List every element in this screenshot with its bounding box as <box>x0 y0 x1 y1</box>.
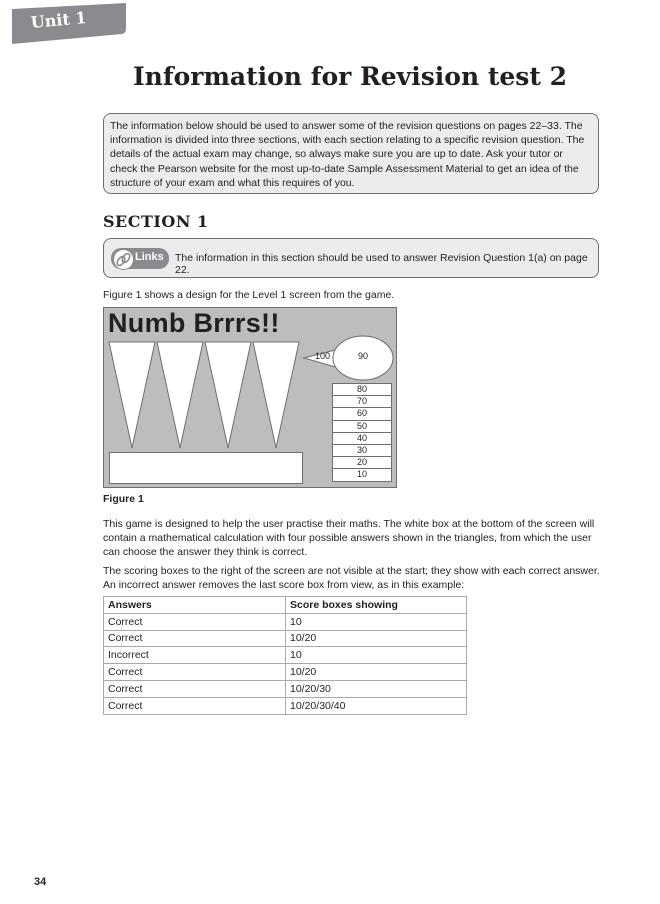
score-box: 10 <box>332 468 392 481</box>
score-box: 80 <box>332 383 392 395</box>
paragraph-game-description: This game is designed to help the user practise their maths. The white box at the bottom of the screen will contain a mathematical calculation with four possible answers shown in the triangles, from which the user can choose the answer they think is correct. <box>103 518 595 559</box>
table-row <box>104 680 467 697</box>
table-cell: 10 <box>286 613 467 630</box>
intro-box: The information below should be used to answer some of the revision questions on pages 22–33. The information is divided into three sections, with each section relating to a specific revision question. The details of the actual exam may change, so always make sure you are up to date. Ask your tutor or check the Pearson website for the most up-to-date Sample Assessment Material to get an idea of the structure of your exam and what this requires of you. <box>103 113 599 194</box>
links-callout <box>103 238 599 278</box>
table-cell: Incorrect <box>104 647 286 664</box>
game-title: Numb Brrrs!! <box>108 308 280 338</box>
answer-triangle-3 <box>205 342 251 448</box>
score-box: 60 <box>332 407 392 419</box>
table-header-row <box>104 597 467 614</box>
table-cell: Correct <box>104 697 286 714</box>
table-row <box>104 697 467 714</box>
answer-triangle-2 <box>157 342 203 448</box>
page-number: 34 <box>34 876 47 888</box>
column-header: Score boxes showing <box>286 597 467 614</box>
table-cell: 10 <box>286 647 467 664</box>
table-cell: Correct <box>104 613 286 630</box>
column-header: Answers <box>104 597 286 614</box>
table-cell: 10/20 <box>286 664 467 681</box>
calculation-box <box>109 452 303 484</box>
table-row <box>104 613 467 630</box>
table-row <box>104 664 467 681</box>
bubble-small-value: 100 <box>315 351 331 361</box>
score-box: 30 <box>332 444 392 456</box>
answer-triangle-1 <box>109 342 155 448</box>
score-box: 70 <box>332 395 392 407</box>
table-cell: 10/20/30 <box>286 680 467 697</box>
score-example-table <box>103 596 467 715</box>
table-cell: Correct <box>104 630 286 647</box>
answer-triangle-4 <box>253 342 299 448</box>
score-box: 20 <box>332 456 392 468</box>
bubble-big-value: 90 <box>358 351 369 361</box>
figure-caption: Figure 1 <box>103 493 144 505</box>
figure-intro: Figure 1 shows a design for the Level 1 screen from the game. <box>103 289 395 301</box>
chain-link-icon <box>113 249 134 270</box>
table-cell: 10/20/30/40 <box>286 697 467 714</box>
score-boxes <box>332 383 392 482</box>
table-row <box>104 630 467 647</box>
table-row <box>104 647 467 664</box>
page-title: Information for Revision test 2 <box>132 62 568 91</box>
score-box: 40 <box>332 432 392 444</box>
table-cell: Correct <box>104 680 286 697</box>
score-box: 50 <box>332 420 392 432</box>
links-text: The information in this section should be used to answer Revision Question 1(a) on page 22. <box>175 252 588 276</box>
links-label: Links <box>135 251 164 263</box>
section-heading: SECTION 1 <box>103 212 209 231</box>
game-screen-figure <box>103 307 397 488</box>
unit-tab <box>12 3 126 44</box>
unit-label: Unit 1 <box>30 8 88 32</box>
table-cell: Correct <box>104 664 286 681</box>
table-cell: 10/20 <box>286 630 467 647</box>
paragraph-scoring: The scoring boxes to the right of the screen are not visible at the start; they show with each correct answer. An incorrect answer removes the last score box from view, as in this example: <box>103 565 600 592</box>
